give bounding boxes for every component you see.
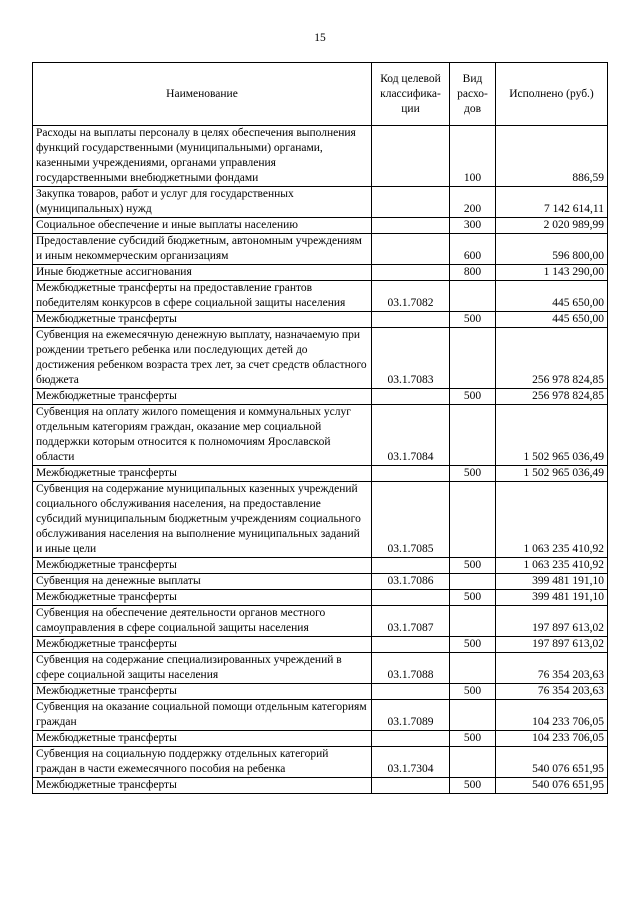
row-kind	[450, 281, 496, 312]
row-code	[372, 234, 450, 265]
row-name: Субвенция на ежемесячную денежную выплату, назначаемую при рождении третьего ребенка или последующих детей до достижения ребенком возраста трех лет, за счет средств областного бюджета	[33, 328, 372, 389]
table-row	[33, 684, 608, 700]
row-kind	[450, 700, 496, 731]
row-kind: 500	[450, 590, 496, 606]
row-kind: 500	[450, 466, 496, 482]
row-code	[372, 466, 450, 482]
row-kind	[450, 405, 496, 466]
row-code	[372, 558, 450, 574]
page-number: 15	[314, 32, 326, 44]
row-kind	[450, 653, 496, 684]
row-code: 03.1.7083	[372, 328, 450, 389]
row-name: Межбюджетные трансферты	[33, 590, 372, 606]
row-kind: 300	[450, 218, 496, 234]
row-amount: 445 650,00	[496, 281, 608, 312]
header-kind: Вид расхо-дов	[450, 63, 496, 126]
row-kind: 600	[450, 234, 496, 265]
row-name: Иные бюджетные ассигнования	[33, 265, 372, 281]
row-amount: 76 354 203,63	[496, 684, 608, 700]
row-name: Социальное обеспечение и иные выплаты населению	[33, 218, 372, 234]
row-amount: 7 142 614,11	[496, 187, 608, 218]
table-row	[33, 482, 608, 558]
table-row	[33, 265, 608, 281]
row-kind: 500	[450, 312, 496, 328]
row-code: 03.1.7087	[372, 606, 450, 637]
row-amount: 76 354 203,63	[496, 653, 608, 684]
row-kind: 500	[450, 558, 496, 574]
row-code	[372, 637, 450, 653]
table-row	[33, 558, 608, 574]
table-row	[33, 187, 608, 218]
table-body	[33, 126, 608, 794]
row-kind: 500	[450, 684, 496, 700]
row-amount: 256 978 824,85	[496, 328, 608, 389]
row-kind: 200	[450, 187, 496, 218]
row-amount: 197 897 613,02	[496, 606, 608, 637]
row-name: Субвенция на содержание муниципальных казенных учреждений социального обслуживания населения, на предоставление субсидий муниципальным бюджетным учреждениям социального обслуживания населения на выполнение муниципальных заданий и иные цели	[33, 482, 372, 558]
row-kind: 100	[450, 126, 496, 187]
row-name: Субвенция на социальную поддержку отдельных категорий граждан в части ежемесячного пособия на ребенка	[33, 747, 372, 778]
table-row	[33, 778, 608, 794]
table-row	[33, 405, 608, 466]
table-row	[33, 234, 608, 265]
header-name: Наименование	[33, 63, 372, 126]
row-kind	[450, 328, 496, 389]
row-amount: 1 063 235 410,92	[496, 558, 608, 574]
row-name: Межбюджетные трансферты	[33, 637, 372, 653]
row-name: Межбюджетные трансферты	[33, 466, 372, 482]
row-code	[372, 312, 450, 328]
row-kind	[450, 574, 496, 590]
table-row	[33, 328, 608, 389]
row-code: 03.1.7082	[372, 281, 450, 312]
row-code	[372, 778, 450, 794]
row-code: 03.1.7084	[372, 405, 450, 466]
row-code: 03.1.7089	[372, 700, 450, 731]
row-amount: 399 481 191,10	[496, 574, 608, 590]
row-amount: 256 978 824,85	[496, 389, 608, 405]
table-row	[33, 637, 608, 653]
row-amount: 1 502 965 036,49	[496, 466, 608, 482]
row-code: 03.1.7086	[372, 574, 450, 590]
row-kind: 500	[450, 389, 496, 405]
table-row	[33, 281, 608, 312]
row-name: Субвенция на содержание специализированных учреждений в сфере социальной защиты населения	[33, 653, 372, 684]
row-name: Межбюджетные трансферты	[33, 684, 372, 700]
row-code: 03.1.7085	[372, 482, 450, 558]
row-amount: 540 076 651,95	[496, 747, 608, 778]
row-name: Субвенция на оказание социальной помощи отдельным категориям граждан	[33, 700, 372, 731]
row-code	[372, 126, 450, 187]
row-name: Межбюджетные трансферты	[33, 731, 372, 747]
header-code: Код целевой классифика-ции	[372, 63, 450, 126]
table-row	[33, 312, 608, 328]
row-amount: 1 063 235 410,92	[496, 482, 608, 558]
table-row	[33, 590, 608, 606]
header-amount: Исполнено (руб.)	[496, 63, 608, 126]
table-row	[33, 574, 608, 590]
row-amount: 596 800,00	[496, 234, 608, 265]
table-row	[33, 466, 608, 482]
row-amount: 1 143 290,00	[496, 265, 608, 281]
row-code	[372, 684, 450, 700]
row-code	[372, 265, 450, 281]
row-amount: 399 481 191,10	[496, 590, 608, 606]
row-name: Межбюджетные трансферты	[33, 778, 372, 794]
row-name: Предоставление субсидий бюджетным, автономным учреждениям и иным некоммерческим организациям	[33, 234, 372, 265]
row-name: Субвенция на денежные выплаты	[33, 574, 372, 590]
table-row	[33, 218, 608, 234]
table-row	[33, 389, 608, 405]
row-amount: 197 897 613,02	[496, 637, 608, 653]
row-code	[372, 731, 450, 747]
row-name: Межбюджетные трансферты	[33, 312, 372, 328]
row-kind	[450, 606, 496, 637]
row-amount: 2 020 989,99	[496, 218, 608, 234]
row-kind: 800	[450, 265, 496, 281]
row-amount: 1 502 965 036,49	[496, 405, 608, 466]
table-row	[33, 653, 608, 684]
row-amount: 104 233 706,05	[496, 700, 608, 731]
row-code	[372, 187, 450, 218]
row-name: Межбюджетные трансферты	[33, 558, 372, 574]
row-code	[372, 590, 450, 606]
table-header-row	[33, 63, 608, 126]
row-kind	[450, 482, 496, 558]
row-name: Межбюджетные трансферты	[33, 389, 372, 405]
budget-table	[32, 62, 608, 794]
row-amount: 104 233 706,05	[496, 731, 608, 747]
row-code: 03.1.7088	[372, 653, 450, 684]
row-name: Субвенция на обеспечение деятельности органов местного самоуправления в сфере социальной защиты населения	[33, 606, 372, 637]
row-amount: 540 076 651,95	[496, 778, 608, 794]
row-kind: 500	[450, 637, 496, 653]
row-amount: 445 650,00	[496, 312, 608, 328]
row-kind: 500	[450, 731, 496, 747]
row-name: Закупка товаров, работ и услуг для государственных (муниципальных) нужд	[33, 187, 372, 218]
row-kind	[450, 747, 496, 778]
row-amount: 886,59	[496, 126, 608, 187]
table-row	[33, 700, 608, 731]
row-name: Субвенция на оплату жилого помещения и коммунальных услуг отдельным категориям граждан, оказание мер социальной поддержки которым относится к полномочиям Ярославской области	[33, 405, 372, 466]
table-row	[33, 606, 608, 637]
row-name: Расходы на выплаты персоналу в целях обеспечения выполнения функций государственными (муниципальными) органами, казенными учреждениями, органами управления государственными внебюджетными фондами	[33, 126, 372, 187]
row-kind: 500	[450, 778, 496, 794]
row-code	[372, 389, 450, 405]
row-code: 03.1.7304	[372, 747, 450, 778]
table-row	[33, 747, 608, 778]
table-row	[33, 731, 608, 747]
row-name: Межбюджетные трансферты на предоставление грантов победителям конкурсов в сфере социальной защиты населения	[33, 281, 372, 312]
row-code	[372, 218, 450, 234]
table-row	[33, 126, 608, 187]
